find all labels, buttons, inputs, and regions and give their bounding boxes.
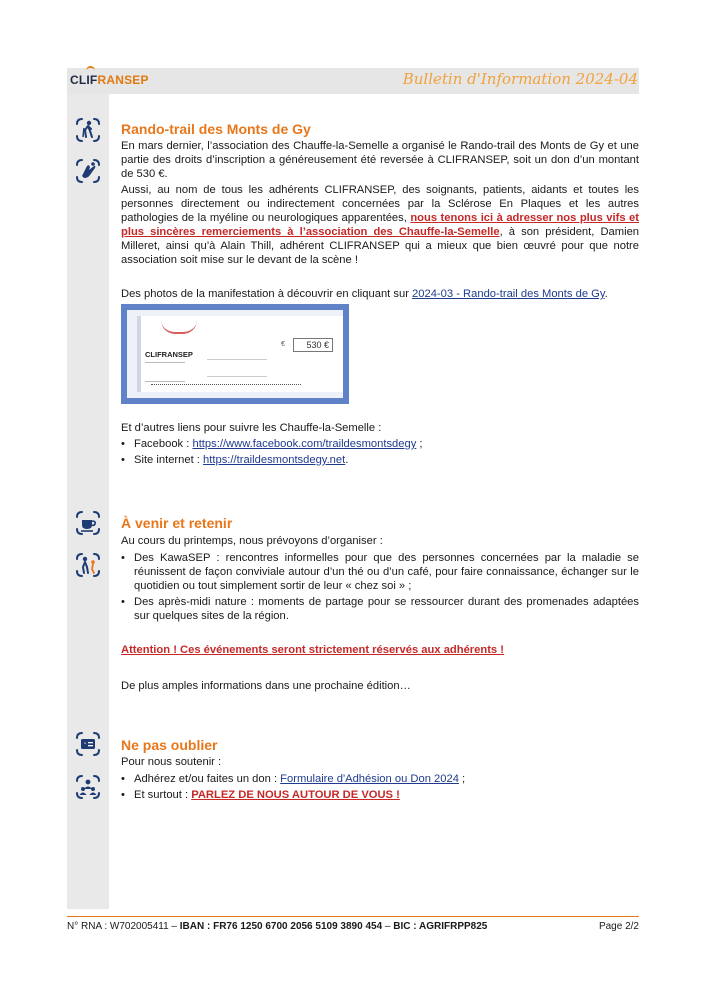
list-item [121,437,639,451]
site-link[interactable]: https://traildesmontsdegy.net [203,454,346,466]
footer-legal [67,921,487,932]
member-card-icon [73,729,103,759]
logo-mark-icon [86,66,95,73]
paragraph2-end: , à son président, Damien Milleret, ainsi qu’à Alain Thill, adhérent CLIFRANSEP qui a mieux que bien œuvré pour que notre association soit mise sur le devant de la scène ! [121,226,640,266]
thanks-emphasis: nous tenons ici à adresser nos plus vifs et plus sincères remerciements à l’association des Chauffe-la-Semelle [121,212,640,238]
logo-part2: RANSEP [97,73,149,87]
photos-link[interactable]: 2024-03 - Rando-trail des Monts de Gy [412,288,605,300]
section-avenir-intro: Au cours du printemps, nous prévoyons d’organiser : [121,535,383,547]
logo-part1: CLIF [70,73,98,87]
cheque-amount: 530 € [293,338,333,352]
footer-rna: N° RNA : W702005411 – [67,921,180,932]
coffee-cup-icon [73,508,103,538]
group-people-icon [73,772,103,802]
footer-iban: IBAN : FR76 1250 6700 2056 5109 3890 454 [179,921,383,932]
site-end: . [345,454,349,466]
support-item1-text: Adhérez et/ou faites un don : [134,773,281,785]
list-item [121,772,639,786]
footer-divider [67,916,639,917]
section-rando-paragraph1: En mars dernier, l’association des Chauffe-la-Semelle a organisé le Rando-trail des Monts de Gy et une partie des droits d’inscription a généreusement été reversée à CLIFRANSEP, soit un don d’un montant de 530 €. [121,140,639,180]
footer-bic: BIC : AGRIFRPP825 [393,921,488,932]
list-item [121,453,639,467]
section-avenir-title: À venir et retenir [121,515,233,531]
cheque-lines-right [207,359,267,377]
links-list [121,437,639,469]
more-info: De plus amples informations dans une prochaine édition… [121,680,411,692]
site-label: Site internet : [134,454,204,466]
section-rappel-intro: Pour nous soutenir : [121,756,222,768]
hiker-icon [73,115,103,145]
cheque-currency: € [281,341,285,348]
section-rappel-title: Ne pas oublier [121,737,218,753]
cheque-photo [121,304,349,404]
paragraph2-start: Aussi, au nom de tous les adhérents CLIFRANSEP, des soignants, patients, aidants et toutes les personnes directement ou indirectement concernées par la Sclérose En Plaques et les autres pathologies de la myéline ou neurologiques apparentées, [121,184,639,224]
facebook-label: Facebook : [134,438,193,450]
list-item [121,788,639,802]
list-item: • Des KawaSEP : rencontres informelles pour que des personnes concernées par la maladie se réunissent de façon conviviale autour d’un thé ou d’un café, pour faire connaissance, échanger sur le quotidien ou tout simplement sortir de leur « chez soi » ; [121,551,639,593]
support-item2-text: Et surtout : [134,789,192,801]
photos-end: . [604,288,608,300]
walking-helper-icon [73,550,103,580]
attention-notice [121,643,639,657]
events-list [121,551,639,625]
links-intro: Et d’autres liens pour suivre les Chauffe-la-Semelle : [121,422,382,434]
cheque-payee: CLIFRANSEP [145,350,193,359]
attention-text: Attention ! Ces événements seront strictement réservés aux adhérents ! [121,644,504,656]
facebook-end: ; [416,438,423,450]
bulletin-title: Bulletin d'Information 2024-04 [402,70,638,88]
facebook-link[interactable]: https://www.facebook.com/traildesmontsdegy [192,438,417,450]
footer-sep: – [382,921,394,932]
support-item1-end: ; [458,773,466,785]
cheque-micr-line [151,384,301,387]
section-rando-title: Rando-trail des Monts de Gy [121,121,311,137]
photos-text: Des photos de la manifestation à découvrir en cliquant sur [121,288,413,300]
logo [70,73,149,87]
cheque-lines [145,362,185,382]
support-list [121,772,639,804]
talk-about-us-emphasis: PARLEZ DE NOUS AUTOUR DE VOUS ! [191,789,400,801]
page-number: Page 2/2 [598,921,639,932]
section-rando-paragraph2 [121,183,639,267]
membership-form-link[interactable]: Formulaire d'Adhésion ou Don 2024 [280,773,459,785]
photos-paragraph [121,287,639,301]
list-item: • Des après-midi nature : moments de partage pour se ressourcer durant des promenades adaptées sur quelques sites de la région. [121,595,639,623]
helping-hand-icon [73,156,103,186]
